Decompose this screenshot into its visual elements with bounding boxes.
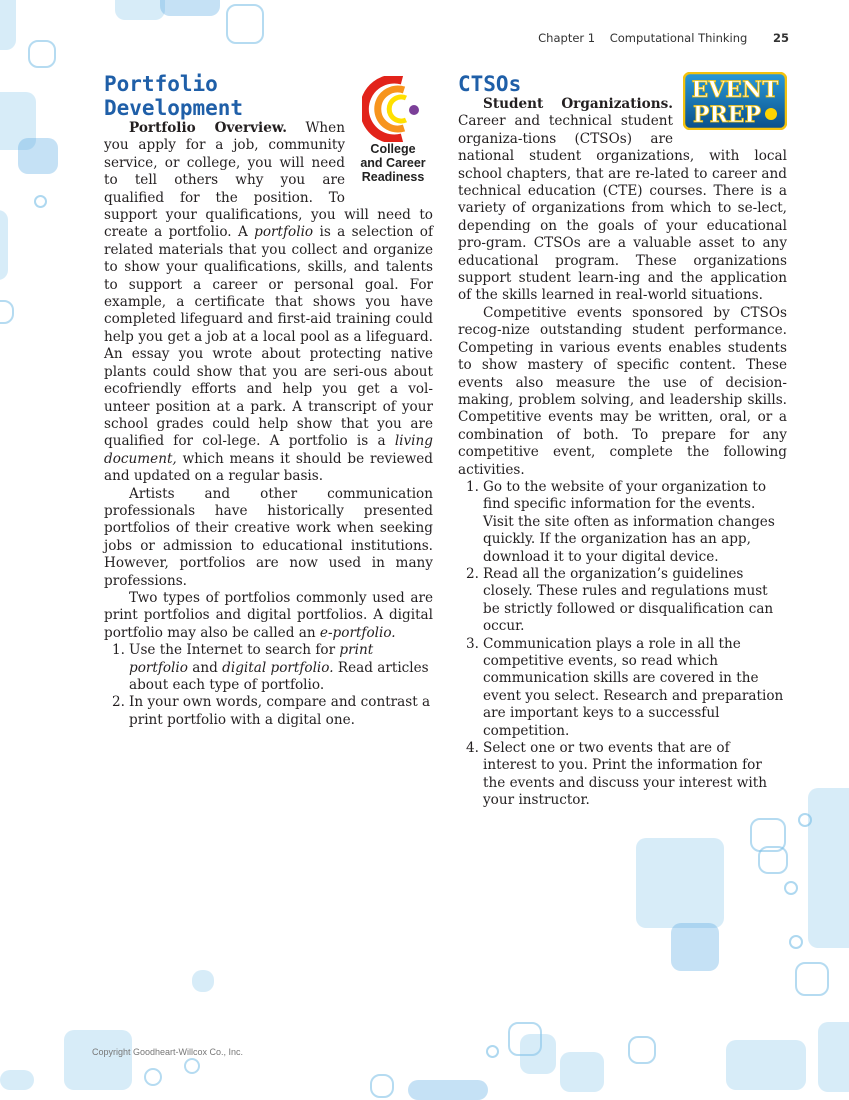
event-prep-icon <box>683 72 787 130</box>
text-span: which means it should be reviewed and updated on a regular basis. <box>104 450 433 485</box>
left-column <box>104 72 433 729</box>
event-prep-line-2: PREP <box>692 102 762 128</box>
ctso-activity-list <box>458 479 787 810</box>
list-item <box>104 694 433 729</box>
college-career-readiness-badge <box>353 72 433 194</box>
badge-line-3: Readiness <box>361 170 425 184</box>
term-portfolio: portfolio <box>254 224 314 241</box>
text-span: Career and technical student organiza-tions (CTSOs) are national student organizations, with local school chapters, that are re-lated to career and technical education (CTE) courses. There is a variety of organizations from which to se-lect, depending on the goals of your educational pro-gram. CTSOs are a valuable asset to any educational program. These organizations support student learn-ing and the application of the skills learned in real-world situations. <box>458 113 787 304</box>
text-span: Use the Internet to search for <box>129 642 340 659</box>
text-span: is a selection of related materials that you collect and organize to show your qualifications, skills, and talents to support a career or personal goal. For example, a certificate that shows you have completed lifeguard and first-aid training could help you get a job at a local pool as a lifeguard. An essay you wrote about protecting native plants could show that you are seri-ous about ecofriendly efforts and help you get a vol-unteer position at a park. A transcript of your school grades could help show that you are qualified for col-lege. A portfolio is a <box>104 224 433 450</box>
list-number: 2. <box>112 694 125 711</box>
portfolio-activity-list <box>104 642 433 729</box>
list-number: 1. <box>466 478 479 495</box>
list-item <box>458 636 787 740</box>
term-living-document: living document, <box>104 433 433 467</box>
list-item <box>458 740 787 810</box>
term-e-portfolio: e-portfolio. <box>319 624 396 641</box>
badge-line-1: College <box>370 142 416 156</box>
list-number: 4. <box>466 740 479 757</box>
text-span: Read all the organization’s guidelines closely. These rules and regulations must be strictly followed or disqualification can occur. <box>483 565 774 635</box>
running-header <box>538 31 789 45</box>
artists-paragraph: Artists and other communication professionals have historically presented portfolios of their creative work when seeking jobs or admission to educational institutions. However, portfolios are now used in many professions. <box>104 485 433 589</box>
ctsos-heading: CTSOs <box>458 72 522 96</box>
chapter-label: Chapter 1 <box>538 31 596 45</box>
event-prep-badge <box>683 72 787 132</box>
list-number: 3. <box>466 635 479 652</box>
text-span: Two types of portfolios commonly used are print portfolios and digital portfolios. A digital portfolio may also be called an <box>104 589 433 641</box>
event-prep-line-1: EVENT <box>691 77 779 103</box>
run-in-heading: Student Organizations. <box>483 96 673 112</box>
types-paragraph <box>104 590 433 642</box>
text-span: Communication plays a role in all the competitive events, so read which communication skills are covered in the event you select. Research and preparation are important keys to a successful competition. <box>483 635 784 739</box>
list-item <box>104 642 433 694</box>
chapter-title: Computational Thinking <box>609 31 748 45</box>
text-span: Read articles about each type of portfolio. <box>129 659 429 693</box>
run-in-heading: Portfolio Overview. <box>129 120 287 136</box>
list-number: 2. <box>466 565 479 582</box>
text-span: Go to the website of your organization to find specific information for the events. Visit the site often as information changes quickly. If the organization has an app, download it to your digital device. <box>483 478 775 565</box>
text-span: In your own words, compare and contrast a print portfolio with a digital one. <box>129 694 431 728</box>
text-span: When you apply for a job, community service, or college, you will need to tell others why you are qualified for the position. To support your qualifications, you will need to create a portfolio. A <box>104 120 433 241</box>
badge-line-2: and Career <box>360 156 426 170</box>
text-span: and <box>187 659 223 676</box>
text-span: Select one or two events that are of interest to you. Print the information for the events and discuss your interest with your instructor. <box>483 740 767 809</box>
list-item <box>458 479 787 566</box>
page-number: 25 <box>772 31 789 45</box>
portfolio-heading: Portfolio Development <box>104 72 244 120</box>
right-column <box>458 72 787 810</box>
list-number: 1. <box>112 642 125 659</box>
competitive-events-paragraph: Competitive events sponsored by CTSOs recog-nize outstanding student performance. Competing in various events enables students to show mastery of specific content. These events also measure the use of decision-making, problem solving, and leadership skills. Competitive events may be written, oral, or a combination of both. To prepare for any competitive event, complete the following activities. <box>458 304 787 478</box>
list-item <box>458 566 787 636</box>
college-career-readiness-icon <box>362 76 424 142</box>
term-digital-portfolio: digital portfolio. <box>222 659 334 676</box>
term-print-portfolio: print portfolio <box>129 642 374 676</box>
copyright-notice: Copyright Goodheart-Willcox Co., Inc. <box>92 1047 244 1057</box>
